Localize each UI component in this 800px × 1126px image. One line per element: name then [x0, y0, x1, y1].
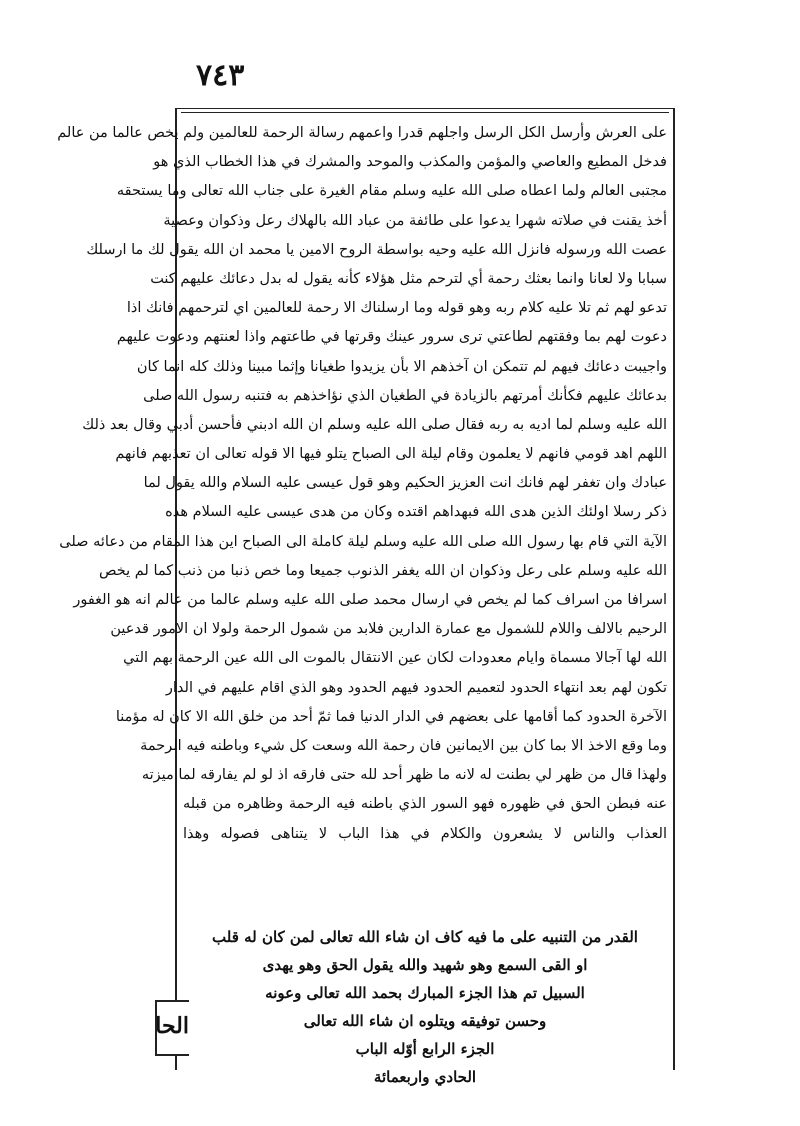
text-line: واجيبت دعائك فيهم لم تتمكن ان آخذهم الا بأن يزيدوا طغيانا وإثما مبينا وذلك كله انما كان [136, 358, 667, 375]
colophon-line: الحادي واربعمائة [373, 1068, 477, 1086]
text-line: الله لها آجالا مسماة وايام معدودات لكان عين الانتقال بالموت الى الله عين الرحمة بهم التي [123, 650, 667, 667]
text-line: فدخل المطيع والعاصي والمؤمن والمكذب والموحد والمشرك في هذا الخطاب الذي هو [153, 154, 667, 171]
colophon [197, 923, 653, 1091]
text-line: أخذ يقنت في صلاته شهرا يدعوا على طائفة من عباد الله بالهلاك رعل وذكوان وعصية [163, 212, 667, 229]
text-line: اللهم اهد قومي فانهم لا يعلمون وقام ليلة الى الصباح يتلو فيها الا قوله تعالى ان تعذبهم فانهم [115, 446, 667, 463]
text-line: الله عليه وسلم على رعل وذكوان ان الله يغفر الذنوب جميعا وما خص ذنبا من ذنب كما لم يخص [99, 562, 667, 579]
text-line: مجتبى العالم ولما اعطاه صلى الله عليه وسلم مقام الغيرة على جناب الله تعالى وما يستحقه [116, 183, 667, 200]
page-number: ٧٤٣ [196, 58, 245, 93]
catchword: الحا [155, 1000, 189, 1056]
text-line: وما وقع الاخذ الا بما كان بين الايمانين فان رحمة الله وسعت كل شيء وباطنه فيه الرحمة [140, 737, 667, 754]
text-line: دعوت لهم بما وفقتهم لطاعتي ترى سرور عينك وقرتها في طاعتهم واذا لعنتهم ودعوت عليهم [116, 329, 667, 346]
text-line: اسرافا من اسراف كما لم يخص في ارسال محمد صلى الله عليه وسلم عالما من عالم انه هو الغفور [73, 592, 667, 608]
text-line: الله عليه وسلم لما اديه به ربه فقال صلى الله عليه وسلم ان الله ادبني فأحسن أدبي وقال بعد ذلك [82, 416, 667, 433]
text-line: الرحيم بالالف واللام للشمول مع عمارة الدارين فلابد من شمول الرحمة ولولا ان الامور قدعين [110, 621, 667, 638]
body-text [57, 119, 667, 849]
text-line: العذاب والناس لا يشعرون والكلام في هذا الباب لا يتناهى فصوله وهذا [183, 825, 667, 842]
text-frame [57, 108, 675, 1086]
text-line: تكون لهم بعد انتهاء الحدود لتعميم الحدود فيهم الحدود وهو الذي اقام عليهم في الدار [165, 679, 667, 696]
text-line: عبادك وان تغفر لهم فانك انت العزيز الحكيم وهو قول عيسى عليه السلام والله يقول لما [143, 475, 667, 492]
colophon-line: او القى السمع وهو شهيد والله يقول الحق وهو يهدى [262, 956, 588, 974]
text-line: عصت الله ورسوله فانزل الله عليه وحيه بواسطة الروح الامين يا محمد ان الله يقول لك ما ارسلك [86, 241, 667, 258]
text-line: على العرش وأرسل الكل الرسل واجلهم قدرا واعمهم رسالة الرحمة للعالمين ولم يخص عالما من عالم [57, 125, 667, 141]
text-line: بدعائك عليهم فكأنك أمرتهم بالزيادة في الطغيان الذي نؤاخذهم به فتنبه رسول الله صلى [143, 387, 667, 404]
text-line: الآخرة الحدود كما أقامها على بعضهم في الدار الدنيا فما ثمّ أحد من خلق الله الا كان له مؤمنا [115, 708, 667, 725]
text-line: ذكر رسلا اولئك الذين هدى الله فبهداهم اقتده وكان من هدى عيسى عليه السلام هذه [165, 504, 667, 521]
colophon-line: وحسن توفيقه ويتلوه ان شاء الله تعالى [303, 1012, 547, 1030]
colophon-line: السبيل تم هذا الجزء المبارك بحمد الله تعالى وعونه [265, 984, 585, 1002]
text-line: الآية التي قام بها رسول الله صلى الله عليه وسلم ليلة كاملة الى الصباح اين هذا المقام من دعائه صلى [59, 533, 667, 550]
text-line: عنه فبطن الحق في ظهوره فهو السور الذي باطنه فيه الرحمة وظاهره من قبله [183, 796, 667, 813]
colophon-line: القدر من التنبيه على ما فيه كاف ان شاء الله تعالى لمن كان له قلب [212, 928, 638, 946]
colophon-line: الجزء الرابع أوّله الباب [355, 1040, 495, 1058]
text-line: تدعو لهم ثم تلا عليه كلام ربه وهو قوله وما ارسلناك الا رحمة للعالمين اي لترحمهم فانك اذا [126, 300, 667, 317]
text-line: سبابا ولا لعانا وانما بعثك رحمة أي لترحم مثل هؤلاء كأنه يقول له بدل دعائك عليهم كنت [150, 270, 667, 287]
text-line: ولهذا قال من ظهر لي بطنت له لانه ما ظهر أحد لله حتى فارقه اذ لو لم يفارقه لما ميزته [141, 767, 667, 784]
